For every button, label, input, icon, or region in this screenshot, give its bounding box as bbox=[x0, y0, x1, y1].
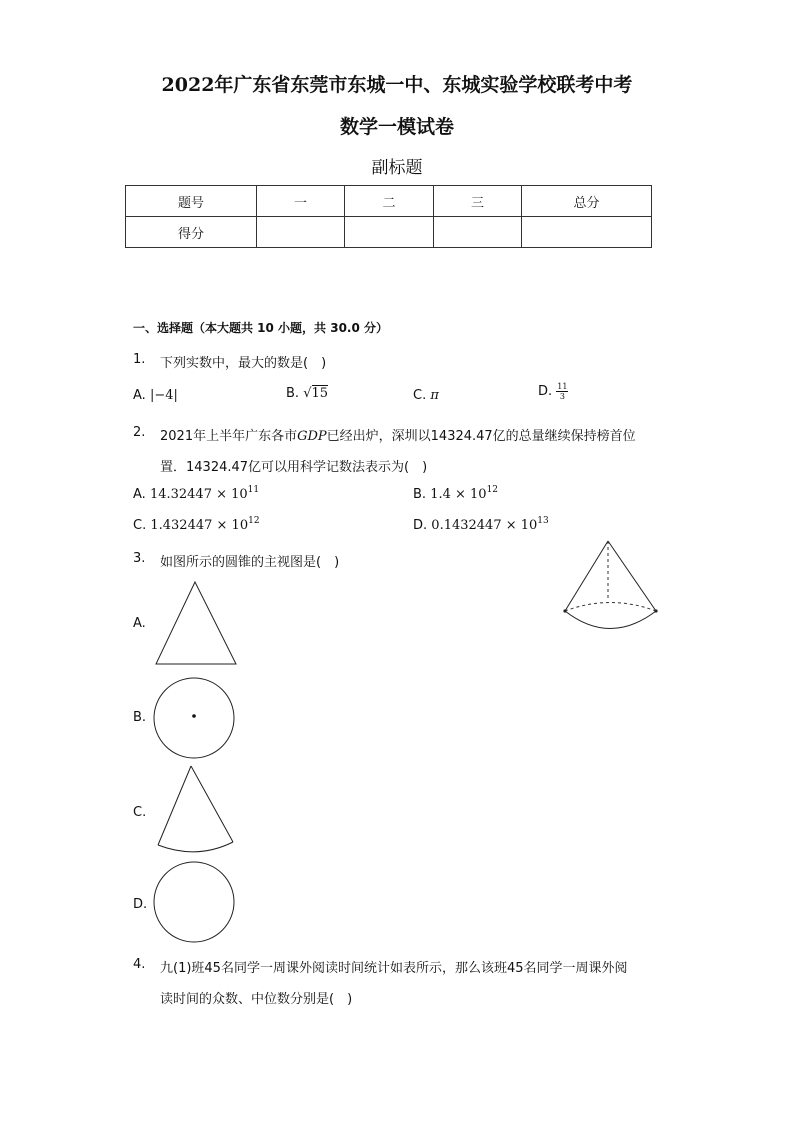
option-exponent: 12 bbox=[248, 516, 260, 526]
q2-option-c bbox=[133, 518, 260, 533]
q3-option-b-label: B. bbox=[133, 710, 147, 725]
sqrt-radicand: 15 bbox=[311, 386, 329, 401]
cone-figure bbox=[560, 538, 662, 634]
q1-number: 1. bbox=[133, 352, 146, 367]
q2-option-d bbox=[413, 518, 549, 533]
score-cell bbox=[257, 217, 345, 248]
q1-stem: 下列实数中，最大的数是( ) bbox=[160, 356, 327, 371]
option-base: 1.4 × 10 bbox=[430, 487, 487, 502]
q2-option-b bbox=[413, 487, 498, 502]
circle-figure bbox=[153, 861, 236, 944]
option-exponent: 12 bbox=[486, 485, 499, 495]
exam-title-line1: 2022年广东省东莞市东城一中、东城实验学校联考中考 bbox=[161, 74, 633, 96]
q1-option-c bbox=[413, 388, 439, 403]
q4-number: 4. bbox=[133, 957, 146, 972]
q3-option-d-label: D. bbox=[133, 897, 148, 912]
fraction-denominator: 3 bbox=[559, 392, 565, 401]
score-header-cell: 二 bbox=[345, 186, 434, 217]
section-heading-choice: 一、选择题（本大题共 10 小题，共 30.0 分） bbox=[133, 321, 389, 335]
q1-option-d bbox=[538, 382, 568, 401]
score-header-cell: 总分 bbox=[522, 186, 652, 217]
stem-text: 已经出炉，深圳以14324.47亿的总量继续保持榜首位 bbox=[326, 429, 636, 444]
score-cell bbox=[434, 217, 522, 248]
score-header-cell: 题号 bbox=[126, 186, 257, 217]
score-header-cell: 三 bbox=[434, 186, 522, 217]
option-text: |−4| bbox=[149, 388, 178, 403]
triangle-figure bbox=[154, 580, 238, 666]
exam-title-line2: 数学一模试卷 bbox=[339, 116, 454, 138]
option-exponent: 13 bbox=[537, 516, 549, 526]
sqrt-sign: √ bbox=[303, 386, 312, 401]
q4-stem-line1: 九(1)班45名同学一周课外阅读时间统计如表所示，那么该班45名同学一周课外阅 bbox=[160, 961, 628, 976]
option-text: π bbox=[430, 388, 439, 403]
fraction-numerator: 11 bbox=[557, 382, 568, 391]
q3-option-a-label: A. bbox=[133, 616, 146, 631]
score-table bbox=[125, 185, 652, 248]
score-cell bbox=[522, 217, 652, 248]
circle-with-center-figure bbox=[153, 677, 236, 760]
option-base: 1.432447 × 10 bbox=[150, 518, 249, 533]
option-base: 0.1432447 × 10 bbox=[431, 518, 538, 533]
option-base: 14.32447 × 10 bbox=[149, 487, 248, 502]
score-row-label: 得分 bbox=[126, 217, 257, 248]
score-table-score-row bbox=[126, 217, 652, 248]
score-header-cell: 一 bbox=[257, 186, 345, 217]
option-label: A. bbox=[133, 487, 146, 502]
q3-option-c-label: C. bbox=[133, 805, 147, 820]
score-table-header-row bbox=[126, 186, 652, 217]
fraction bbox=[556, 382, 568, 401]
option-label: D. bbox=[538, 384, 553, 399]
option-label: C. bbox=[413, 388, 427, 403]
stem-text: 2021年上半年广东各市 bbox=[160, 429, 298, 444]
score-cell bbox=[345, 217, 434, 248]
q1-option-b bbox=[286, 386, 328, 401]
q2-option-a bbox=[133, 487, 259, 502]
option-exponent: 11 bbox=[247, 485, 260, 495]
option-label: B. bbox=[286, 386, 300, 401]
option-label: D. bbox=[413, 518, 428, 533]
q4-stem-line2: 读时间的众数、中位数分别是( ) bbox=[160, 992, 353, 1007]
stem-gdp: GDP bbox=[297, 429, 327, 444]
option-label: C. bbox=[133, 518, 147, 533]
q2-stem-line1 bbox=[160, 425, 636, 444]
sector-figure bbox=[155, 764, 237, 856]
option-label: B. bbox=[413, 487, 427, 502]
q3-stem: 如图所示的圆锥的主视图是( ) bbox=[160, 555, 340, 570]
exam-subtitle: 副标题 bbox=[371, 158, 423, 178]
q3-number: 3. bbox=[133, 551, 146, 566]
q2-number: 2. bbox=[133, 425, 146, 440]
q2-stem-line2: 置．14324.47亿可以用科学记数法表示为( ) bbox=[160, 460, 428, 475]
option-label: A. bbox=[133, 388, 146, 403]
q1-option-a bbox=[133, 388, 178, 403]
